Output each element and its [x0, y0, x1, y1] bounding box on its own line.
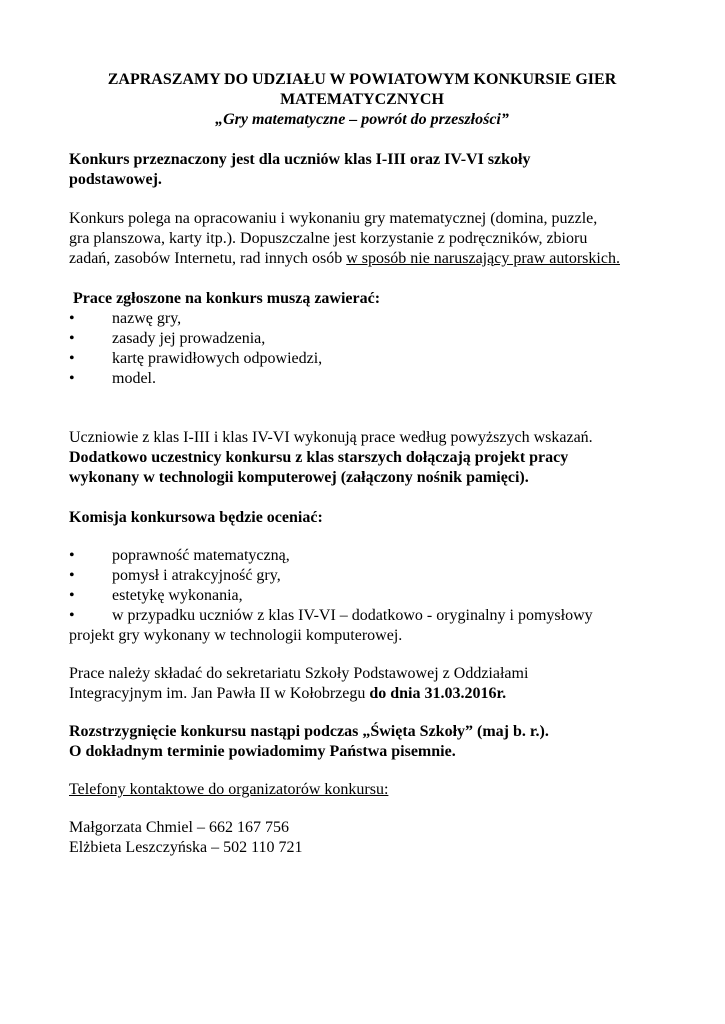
instructions-line-2: Dodatkowo uczestnicy konkursu z klas starszych dołączają projekt pracy: [69, 449, 569, 466]
criteria-item: pomysł i atrakcyjność gry,: [112, 567, 281, 584]
bullet-icon: •: [69, 607, 75, 624]
criteria-item: estetykę wykonania,: [112, 587, 243, 604]
results-line-1: Rozstrzygnięcie konkursu nastąpi podczas „Święta Szkoły” (maj b. r.).: [69, 723, 549, 740]
bullet-icon: •: [69, 547, 75, 564]
requirement-item: model.: [112, 370, 156, 387]
instructions-line-3: wykonany w technologii komputerowej (załączony nośnik pamięci).: [69, 469, 529, 486]
audience-line-2: podstawowej.: [69, 171, 162, 188]
instructions-line-1: Uczniowie z klas I-III i klas IV-VI wykonują prace według powyższych wskazań.: [69, 429, 593, 446]
submission-line-1: Prace należy składać do sekretariatu Szkoły Podstawowej z Oddziałami: [69, 665, 529, 682]
criteria-item: poprawność matematyczną,: [112, 547, 290, 564]
description-line-3-text: zadań, zasobów Internetu, rad innych osób: [69, 250, 347, 267]
submission-line-2-text: Integracyjnym im. Jan Pawła II w Kołobrzegu: [69, 685, 370, 702]
bullet-icon: •: [69, 350, 75, 367]
contact-person: Małgorzata Chmiel – 662 167 756: [69, 819, 289, 836]
requirement-item: kartę prawidłowych odpowiedzi,: [112, 350, 323, 367]
audience-line-1: Konkurs przeznaczony jest dla uczniów klas I-III oraz IV-VI szkoły: [69, 151, 531, 168]
bullet-icon: •: [69, 330, 75, 347]
criteria-item: w przypadku uczniów z klas IV-VI – dodatkowo - oryginalny i pomysłowy: [112, 607, 593, 624]
description-line-3: [69, 249, 620, 269]
contacts-heading: Telefony kontaktowe do organizatorów konkursu:: [69, 781, 389, 798]
contact-person: Elżbieta Leszczyńska – 502 110 721: [69, 839, 303, 856]
bullet-icon: •: [69, 587, 75, 604]
bullet-icon: •: [69, 370, 75, 387]
requirement-item: zasady jej prowadzenia,: [112, 330, 266, 347]
criteria-heading: Komisja konkursowa będzie oceniać:: [69, 509, 323, 526]
title-subtitle: „Gry matematyczne – powrót do przeszłości”: [215, 111, 509, 128]
bullet-icon: •: [69, 310, 75, 327]
requirements-heading: Prace zgłoszone na konkurs muszą zawierać:: [69, 290, 381, 307]
criteria-continuation: projekt gry wykonany w technologii komputerowej.: [69, 627, 403, 644]
description-line-2: gra planszowa, karty itp.). Dopuszczalne jest korzystanie z podręczników, zbioru: [69, 230, 588, 247]
submission-deadline: do dnia 31.03.2016r.: [369, 685, 507, 702]
submission-line-2: [69, 684, 506, 704]
title-line-1: ZAPRASZAMY DO UDZIAŁU W POWIATOWYM KONKURSIE GIER: [107, 71, 617, 88]
results-line-2: O dokładnym terminie powiadomimy Państwa pisemnie.: [69, 743, 456, 760]
title-line-2: MATEMATYCZNYCH: [280, 91, 444, 108]
description-line-1: Konkurs polega na opracowaniu i wykonaniu gry matematycznej (domina, puzzle,: [69, 210, 598, 227]
bullet-icon: •: [69, 567, 75, 584]
requirement-item: nazwę gry,: [112, 310, 182, 327]
copyright-note: w sposób nie naruszający praw autorskich.: [346, 250, 620, 267]
